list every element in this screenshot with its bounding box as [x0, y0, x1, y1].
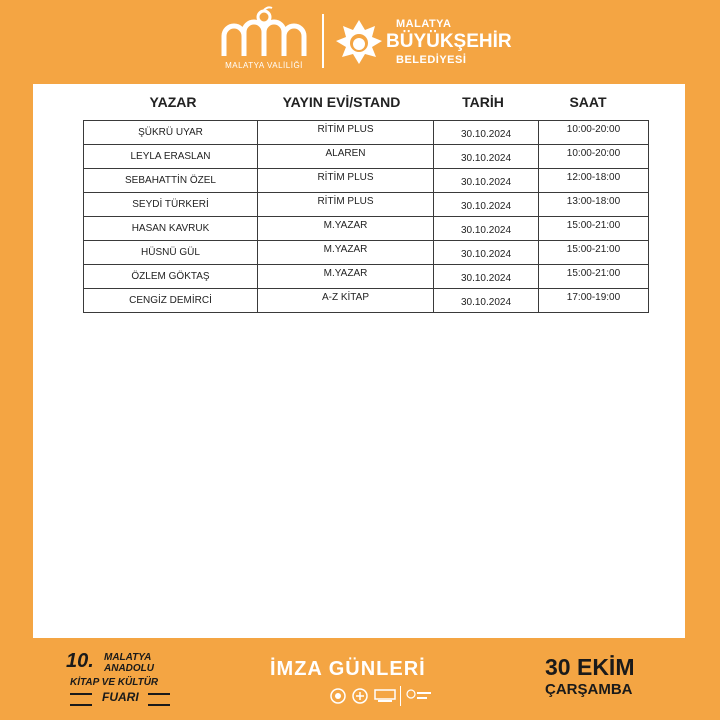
- malatya-valiligi-logo: [214, 6, 314, 78]
- cell-text: 10:00-20:00: [566, 148, 621, 159]
- kosgeb-logo-icon: [374, 688, 396, 704]
- table-row: [84, 121, 649, 145]
- schedule-table: [83, 120, 649, 313]
- cell-yazar: [84, 217, 258, 241]
- cell-yazar: [84, 289, 258, 313]
- cell-text: HÜSNÜ GÜL: [141, 247, 200, 258]
- event-title: İMZA GÜNLERİ: [270, 658, 426, 680]
- cell-text: 30.10.2024: [460, 153, 512, 164]
- fair-line-3: KİTAP VE KÜLTÜR: [70, 677, 159, 688]
- cell-saat: [539, 193, 649, 217]
- header-divider: [322, 14, 324, 68]
- table-row: [84, 193, 649, 217]
- cell-saat: [539, 145, 649, 169]
- cell-yayin-evi: [258, 241, 434, 265]
- cell-text: 30.10.2024: [460, 249, 512, 260]
- book-stack-icon: [148, 693, 170, 706]
- event-date-day: 30 EKİM: [545, 654, 635, 680]
- cell-yayin-evi: [258, 289, 434, 313]
- schedule-card: [33, 84, 685, 638]
- cell-text: 13:00-18:00: [566, 196, 621, 207]
- cell-text: 30.10.2024: [460, 177, 512, 188]
- apricot-arches-icon: [218, 6, 310, 60]
- cell-yazar: [84, 121, 258, 145]
- cell-yayin-evi: [258, 265, 434, 289]
- event-date-weekday: ÇARŞAMBA: [545, 681, 633, 698]
- partner-logos: [330, 686, 434, 708]
- cell-tarih: [434, 241, 539, 265]
- cell-text: SEBAHATTİN ÖZEL: [125, 175, 216, 186]
- cell-text: 15:00-21:00: [566, 244, 621, 255]
- fair-number: 10.: [66, 650, 94, 672]
- cell-text: M.YAZAR: [323, 220, 368, 231]
- cell-text: RİTİM PLUS: [317, 196, 374, 207]
- cell-saat: [539, 265, 649, 289]
- cell-text: SEYDİ TÜRKERİ: [132, 199, 209, 210]
- table-row: [84, 145, 649, 169]
- cell-tarih: [434, 121, 539, 145]
- kitap-fuari-logo: [66, 650, 186, 712]
- event-date: [545, 654, 634, 698]
- fair-line-2: ANADOLU: [104, 663, 154, 674]
- table-row: [84, 289, 649, 313]
- cell-yazar: [84, 241, 258, 265]
- kultur-logo-icon: [406, 688, 432, 704]
- seal-icon: [330, 688, 346, 704]
- column-header-tarih: TARİH: [462, 94, 504, 110]
- cell-tarih: [434, 217, 539, 241]
- cell-text: 30.10.2024: [460, 201, 512, 212]
- column-header-yayin-evi: YAYIN EVİ/STAND: [282, 94, 401, 110]
- cell-tarih: [434, 265, 539, 289]
- fair-line-4: FUARI: [102, 690, 139, 704]
- cell-text: ŞÜKRÜ UYAR: [138, 127, 203, 138]
- partner-divider: [400, 686, 401, 706]
- cell-text: 10:00-20:00: [566, 124, 621, 135]
- cell-text: RİTİM PLUS: [317, 124, 374, 135]
- cell-text: 15:00-21:00: [566, 220, 621, 231]
- cell-text: 12:00-18:00: [566, 172, 621, 183]
- cell-yayin-evi: [258, 217, 434, 241]
- cell-saat: [539, 169, 649, 193]
- cell-saat: [539, 289, 649, 313]
- cell-saat: [539, 121, 649, 145]
- table-row: [84, 265, 649, 289]
- column-header-saat: SAAT: [569, 94, 607, 110]
- cell-text: 30.10.2024: [460, 297, 512, 308]
- footer: [0, 638, 720, 720]
- cell-tarih: [434, 289, 539, 313]
- bsb-line-1: MALATYA: [396, 18, 452, 30]
- apricot-emblem-icon: [334, 12, 384, 70]
- cell-text: 15:00-21:00: [566, 268, 621, 279]
- cell-tarih: [434, 145, 539, 169]
- fair-line-1: MALATYA: [104, 652, 152, 663]
- cell-text: A-Z KİTAP: [321, 292, 370, 303]
- table-row: [84, 217, 649, 241]
- cell-text: LEYLA ERASLAN: [130, 151, 211, 162]
- cell-yazar: [84, 193, 258, 217]
- cell-saat: [539, 241, 649, 265]
- malatya-buyuksehir-logo: [334, 12, 514, 74]
- cell-yayin-evi: [258, 121, 434, 145]
- cell-text: CENGİZ DEMİRCİ: [129, 295, 212, 306]
- cell-yayin-evi: [258, 145, 434, 169]
- cell-tarih: [434, 169, 539, 193]
- cell-yazar: [84, 169, 258, 193]
- cell-yayin-evi: [258, 193, 434, 217]
- bsb-line-3: BELEDİYESİ: [396, 54, 467, 66]
- seal-icon: [352, 688, 368, 704]
- column-header-yazar: YAZAR: [149, 94, 197, 110]
- cell-text: 30.10.2024: [460, 225, 512, 236]
- cell-text: M.YAZAR: [323, 268, 368, 279]
- cell-text: 30.10.2024: [460, 273, 512, 284]
- cell-text: 17:00-19:00: [566, 292, 621, 303]
- table-row: [84, 241, 649, 265]
- cell-yayin-evi: [258, 169, 434, 193]
- bsb-line-2: BÜYÜKŞEHİR: [386, 31, 512, 52]
- book-stack-icon: [70, 693, 92, 706]
- header: [0, 0, 720, 84]
- cell-tarih: [434, 193, 539, 217]
- cell-text: M.YAZAR: [323, 244, 368, 255]
- cell-yazar: [84, 145, 258, 169]
- cell-saat: [539, 217, 649, 241]
- table-row: [84, 169, 649, 193]
- cell-text: HASAN KAVRUK: [131, 223, 210, 234]
- cell-text: ALAREN: [325, 148, 366, 159]
- cell-yazar: [84, 265, 258, 289]
- cell-text: RİTİM PLUS: [317, 172, 374, 183]
- valilik-caption: MALATYA VALİLİĞİ: [225, 61, 303, 70]
- cell-text: ÖZLEM GÖKTAŞ: [131, 271, 210, 282]
- cell-text: 30.10.2024: [460, 129, 512, 140]
